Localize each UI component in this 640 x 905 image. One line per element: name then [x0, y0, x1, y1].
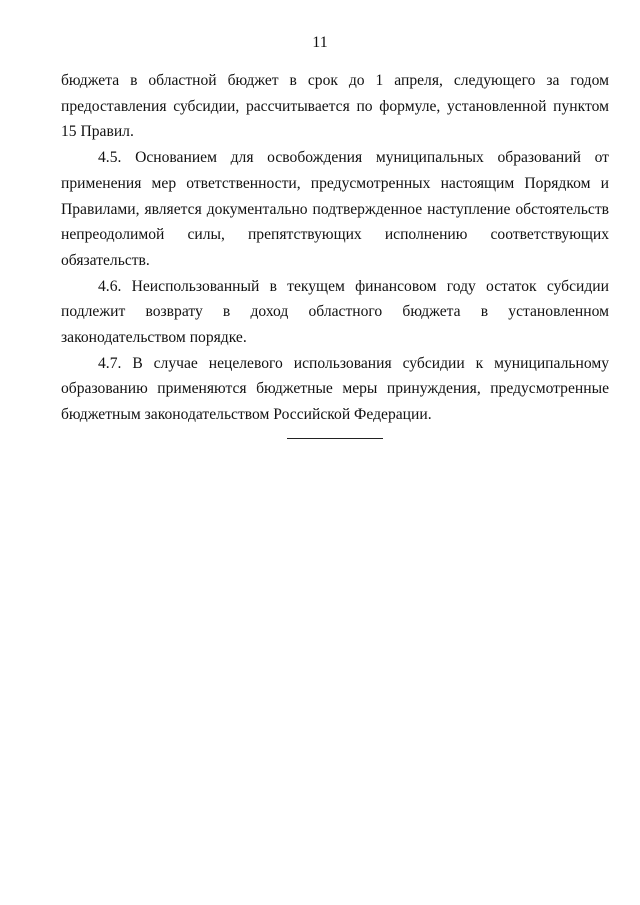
paragraph-4-5: 4.5. Основанием для освобождения муниципальных образований от применения мер ответственности, предусмотренных настоящим Порядком и Правилами, является документально подтвержденное наступление обстоятельств непреодолимой силы, препятствующих исполнению соответствующих обязательств.	[61, 149, 609, 269]
paragraph-4-6: 4.6. Неиспользованный в текущем финансовом году остаток субсидии подлежит возврату в доход областного бюджета в установленном законодательством порядке.	[61, 277, 609, 347]
page-number: 11	[312, 34, 328, 51]
paragraph-continuation: бюджета в областной бюджет в срок до 1 апреля, следующего за годом предоставления субсидии, рассчитывается по формуле, установленной пунктом 15 Правил.	[61, 72, 609, 141]
document-body	[61, 68, 609, 428]
end-of-document-rule	[287, 438, 383, 439]
paragraph-4-7: 4.7. В случае нецелевого использования субсидии к муниципальному образованию применяются бюджетные меры принуждения, предусмотренные бюджетным законодательством Российской Федерации.	[61, 354, 609, 424]
